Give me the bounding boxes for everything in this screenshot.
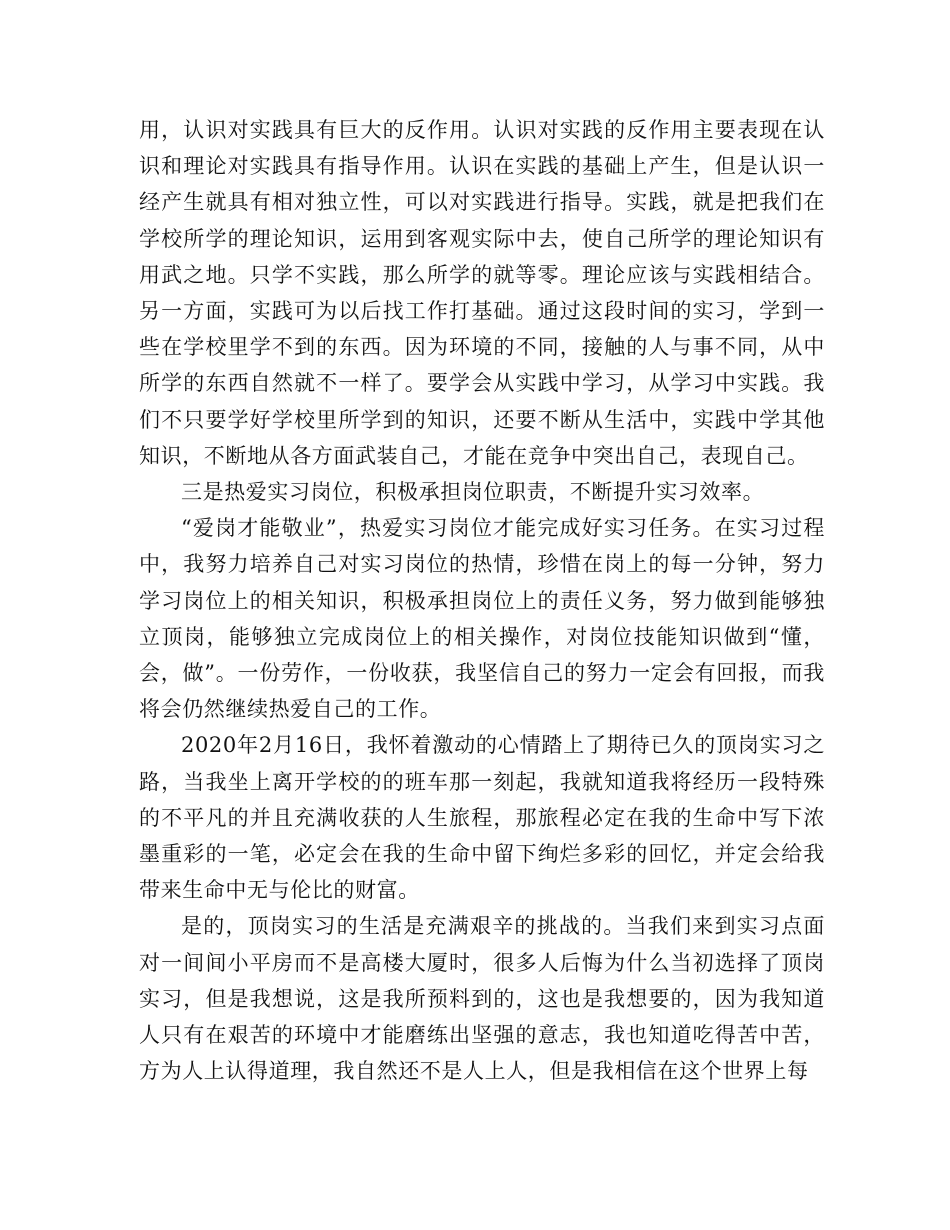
- paragraph-1: 用，认识对实践具有巨大的反作用。认识对实践的反作用主要表现在认识和理论对实践具有指导作用。认识在实践的基础上产生，但是认识一经产生就具有相对独立性，可以对实践进行指导。实践，就是把我们在学校所学的理论知识，运用到客观实际中去，使自己所学的理论知识有用武之地。只学不实践，那么所学的就等零。理论应该与实践相结合。另一方面，实践可为以后找工作打基础。通过这段时间的实习，学到一些在学校里学不到的东西。因为环境的不同，接触的人与事不同，从中所学的东西自然就不一样了。要学会从实践中学习，从学习中实践。我们不只要学好学校里所学到的知识，还要不断从生活中，实践中学其他知识，不断地从各方面武装自己，才能在竞争中突出自己，表现自己。: [139, 118, 825, 468]
- paragraph-4: 2020年2月16日，我怀着激动的心情踏上了期待已久的顶岗实习之路，当我坐上离开学校的的班车那一刻起，我就知道我将经历一段特殊的不平凡的并且充满收获的人生旅程，那旅程必定在我的生命中写下浓墨重彩的一笔，必定会在我的生命中留下绚烂多彩的回忆，并定会给我带来生命中无与伦比的财富。: [139, 733, 825, 903]
- paragraph-5: 是的，顶岗实习的生活是充满艰辛的挑战的。当我们来到实习点面对一间间小平房而不是高楼大厦时，很多人后悔为什么当初选择了顶岗实习，但是我想说，这是我所预料到的，这也是我想要的，因为我知道人只有在艰苦的环境中才能磨练出坚强的意志，我也知道吃得苦中苦，方为人上认得道理，我自然还不是人上人，但是我相信在这个世界上每: [139, 914, 825, 1084]
- document-body: [139, 112, 825, 1089]
- paragraph-3: “爱岗才能敬业”，热爱实习岗位才能完成好实习任务。在实习过程中，我努力培养自己对实习岗位的热情，珍惜在岗上的每一分钟，努力学习岗位上的相关知识，积极承担岗位上的责任义务，努力做到能够独立顶岗，能够独立完成岗位上的相关操作，对岗位技能知识做到“懂，会，做”。一份劳作，一份收获，我坚信自己的努力一定会有回报，而我将会仍然继续热爱自己的工作。: [139, 516, 825, 722]
- paragraph-2: 三是热爱实习岗位，积极承担岗位职责，不断提升实习效率。: [181, 480, 765, 505]
